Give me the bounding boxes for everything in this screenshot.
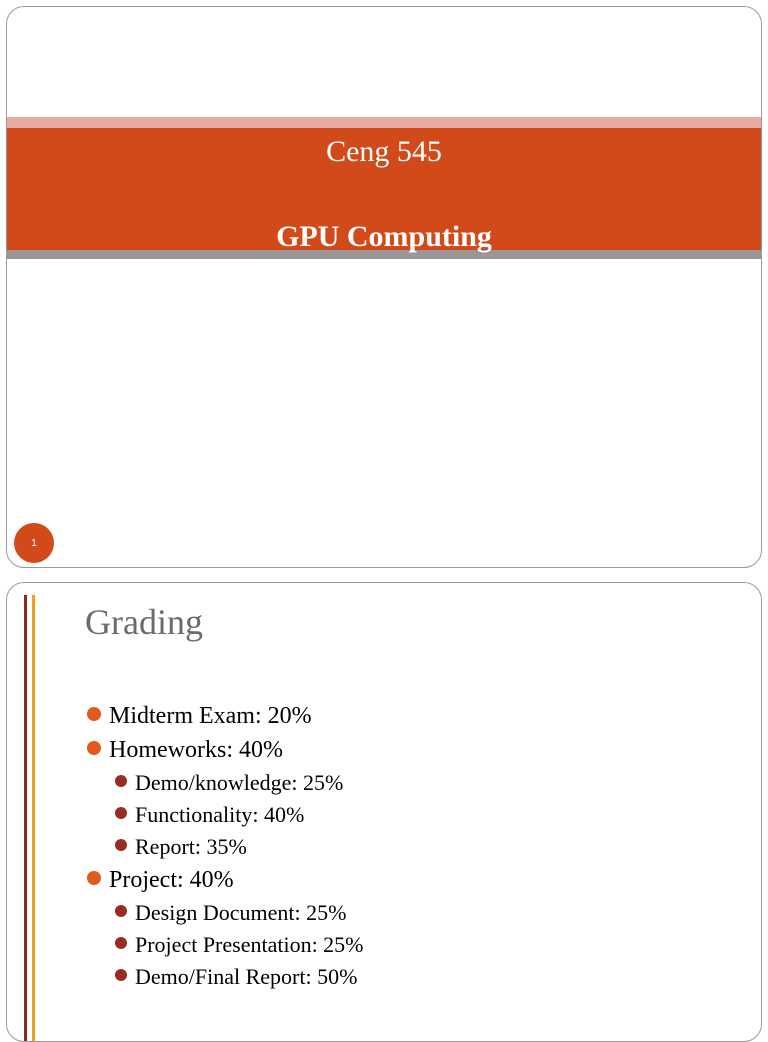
page-number-badge: 1 — [14, 523, 54, 563]
title-slide — [6, 6, 762, 568]
bullet-text: Demo/Final Report: 50% — [135, 964, 358, 989]
bullet-text: Midterm Exam: 20% — [109, 703, 312, 729]
bullet-dot-icon — [87, 741, 101, 755]
bullet-dot-icon — [115, 839, 127, 851]
course-code-title: Ceng 545 — [326, 135, 442, 168]
bullet-dot-icon — [115, 775, 127, 787]
bullet-text: Design Document: 25% — [135, 900, 347, 925]
sub-bullet-item — [87, 897, 364, 929]
sub-bullet-item — [87, 831, 364, 863]
bullet-text: Report: 35% — [135, 834, 247, 859]
sub-bullet-item — [87, 961, 364, 993]
bullet-dot-icon — [115, 937, 127, 949]
bullet-dot-icon — [87, 707, 101, 721]
slide-heading: Grading — [85, 602, 203, 642]
bullet-dot-icon — [87, 871, 101, 885]
bullet-item — [87, 733, 364, 767]
sub-bullet-item — [87, 799, 364, 831]
grading-slide — [6, 582, 762, 1042]
title-band-top-stripe — [7, 117, 761, 128]
left-accent-rule-light — [32, 595, 35, 1042]
bullet-dot-icon — [115, 807, 127, 819]
sub-bullet-item — [87, 767, 364, 799]
bullet-text: Project Presentation: 25% — [135, 932, 364, 957]
bullet-text: Homeworks: 40% — [109, 737, 283, 763]
bullet-dot-icon — [115, 969, 127, 981]
bullet-text: Demo/knowledge: 25% — [135, 770, 344, 795]
bullet-dot-icon — [115, 905, 127, 917]
bullet-text: Project: 40% — [109, 867, 234, 893]
left-accent-rule-dark — [24, 595, 27, 1042]
course-name-title: GPU Computing — [276, 220, 492, 253]
sub-bullet-item — [87, 929, 364, 961]
grading-bullet-list — [87, 699, 364, 993]
bullet-item — [87, 699, 364, 733]
bullet-item — [87, 863, 364, 897]
bullet-text: Functionality: 40% — [135, 802, 305, 827]
